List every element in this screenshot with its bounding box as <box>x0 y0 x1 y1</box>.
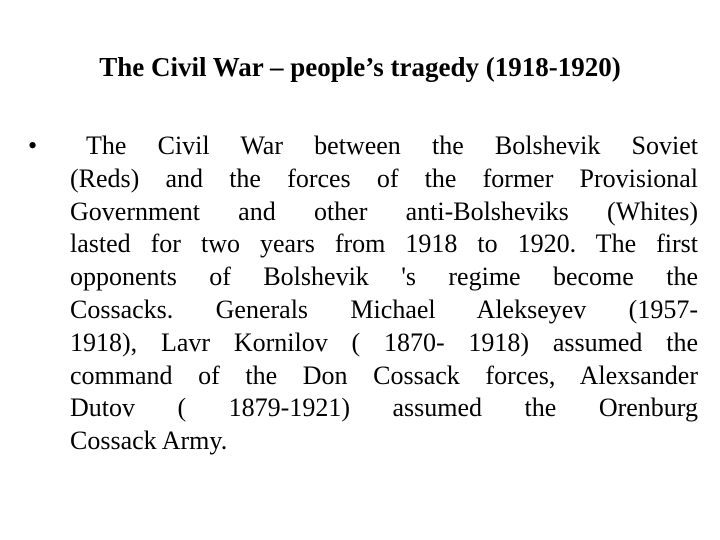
bullet-line: 1918), Lavr Kornilov ( 1870- 1918) assumed the <box>70 327 698 357</box>
bullet-line: Cossacks. Generals Michael Alekseyev (1957- <box>70 294 698 324</box>
bullet-dot-icon: • <box>28 131 38 160</box>
slide-title: The Civil War – people’s tragedy (1918-1920) <box>99 52 621 82</box>
bullet-line: opponents of Bolshevik 's regime become the <box>70 262 698 292</box>
bullet-line: The Civil War between the Bolshevik Soviet <box>86 131 698 160</box>
bullet-line: Cossack Army. <box>70 426 228 456</box>
bullet-line: (Reds) and the forces of the former Provisional <box>70 163 698 193</box>
bullet-line: lasted for two years from 1918 to 1920. The first <box>70 229 698 259</box>
bullet-item <box>28 130 698 470</box>
bullet-line: command of the Don Cossack forces, Alexsander <box>70 360 698 390</box>
bullet-text <box>70 130 698 458</box>
bullet-line: Government and other anti-Bolsheviks (Whites) <box>70 196 698 226</box>
bullet-line: Dutov ( 1879-1921) assumed the Orenburg <box>70 393 698 423</box>
